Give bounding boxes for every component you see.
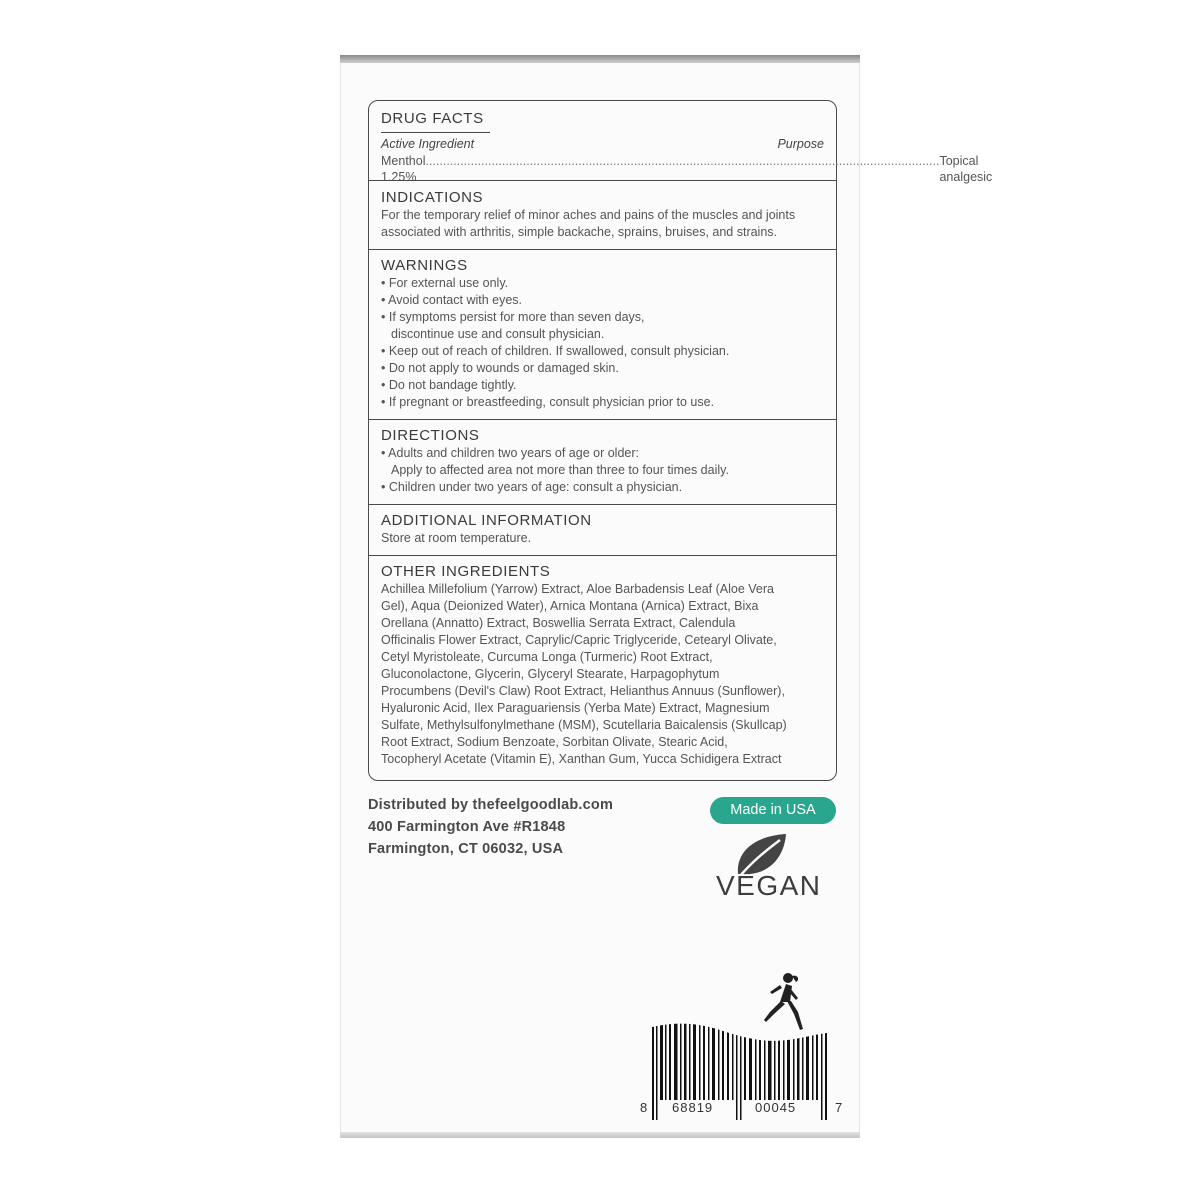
ingredient-line: Gluconolactone, Glycerin, Glyceryl Stearate, Harpagophytum [381,667,720,681]
direction-item: Apply to affected area not more than three to four times daily. [391,463,729,477]
drug-facts-section [369,110,993,185]
other-ingredients-section [369,563,836,768]
vegan-label: VEGAN [716,870,822,901]
barcode-digit: 8 [640,1100,649,1115]
warning-item: • If symptoms persist for more than seven days, [381,310,645,324]
divider [369,249,836,250]
barcode-digits: 68819 [672,1100,714,1115]
indications-section [369,189,836,241]
drug-facts-panel [368,100,993,781]
directions-section [369,427,836,496]
other-ingredients-heading: OTHER INGREDIENTS [381,563,551,580]
ingredient-line: Gel), Aqua (Deionized Water), Arnica Montana (Arnica) Extract, Bixa [381,599,759,613]
package-bottom-edge [340,1132,860,1138]
additional-text: Store at room temperature. [381,531,532,545]
warnings-section [369,257,836,411]
indications-text: For the temporary relief of minor aches and pains of the muscles and joints associated with arthritis, simple backache, sprains, bruises, and strains. [381,208,796,239]
warning-item: • If pregnant or breastfeeding, consult physician prior to use. [381,395,715,409]
package-top-edge [340,55,860,63]
warning-item: • Do not bandage tightly. [381,378,517,392]
warning-item: discontinue use and consult physician. [391,327,605,341]
ingredient-line: Root Extract, Sodium Benzoate, Sorbitan Olivate, Stearic Acid, [381,735,728,749]
indications-heading: INDICATIONS [381,189,484,206]
direction-item: • Children under two years of age: consult a physician. [381,480,683,494]
warning-item: • Keep out of reach of children. If swallowed, consult physician. [381,344,730,358]
warning-item: • For external use only. [381,276,509,290]
made-in-usa-badge: Made in USA [710,797,836,824]
drug-facts-title: DRUG FACTS [381,110,490,133]
ingredient-line: Sulfate, Methylsulfonylmethane (MSM), Scutellaria Baicalensis (Skullcap) [381,718,787,732]
ingredient-line: Procumbens (Devil's Claw) Root Extract, Helianthus Annuus (Sunflower), [381,684,785,698]
divider [369,504,836,505]
purpose-label: Purpose [777,137,824,151]
direction-item: • Adults and children two years of age or older: [381,446,639,460]
ingredient-name: Menthol 1.25% [381,154,426,184]
ingredient-line: Officinalis Flower Extract, Caprylic/Capric Triglyceride, Cetearyl Olivate, [381,633,777,647]
warnings-heading: WARNINGS [381,257,468,274]
barcode [630,1020,860,1130]
ingredient-line: Orellana (Annatto) Extract, Boswellia Serrata Extract, Calendula [381,616,736,630]
additional-heading: ADDITIONAL INFORMATION [381,512,592,529]
distributor-line: Farmington, CT 06032, USA [368,841,564,857]
warning-item: • Do not apply to wounds or damaged skin. [381,361,619,375]
divider [369,419,836,420]
ingredient-line: Cetyl Myristoleate, Curcuma Longa (Turmeric) Root Extract, [381,650,713,664]
barcode-digits: 00045 [755,1100,797,1115]
warning-item: • Avoid contact with eyes. [381,293,523,307]
distributor-line: Distributed by thefeelgoodlab.com [368,797,614,813]
active-ingredient-row [381,136,824,153]
divider [369,555,836,556]
ingredient-line: Achillea Millefolium (Yarrow) Extract, Aloe Barbadensis Leaf (Aloe Vera [381,582,774,596]
leader-dots: .................................................................................................................................................... [425,154,940,168]
ingredient-purpose: Topical analgesic [939,154,993,184]
additional-section [369,512,836,547]
divider [369,180,836,181]
barcode-digit: 7 [835,1100,844,1115]
distributor-info [368,794,613,860]
ingredient-line: Hyaluronic Acid, Ilex Paraguariensis (Yerba Mate) Extract, Magnesium [381,701,770,715]
directions-heading: DIRECTIONS [381,427,480,444]
distributor-line: 400 Farmington Ave #R1848 [368,819,566,835]
ingredient-line: Tocopheryl Acetate (Vitamin E), Xanthan Gum, Yucca Schidigera Extract [381,752,782,766]
active-ingredient-label: Active Ingredient [381,137,475,151]
